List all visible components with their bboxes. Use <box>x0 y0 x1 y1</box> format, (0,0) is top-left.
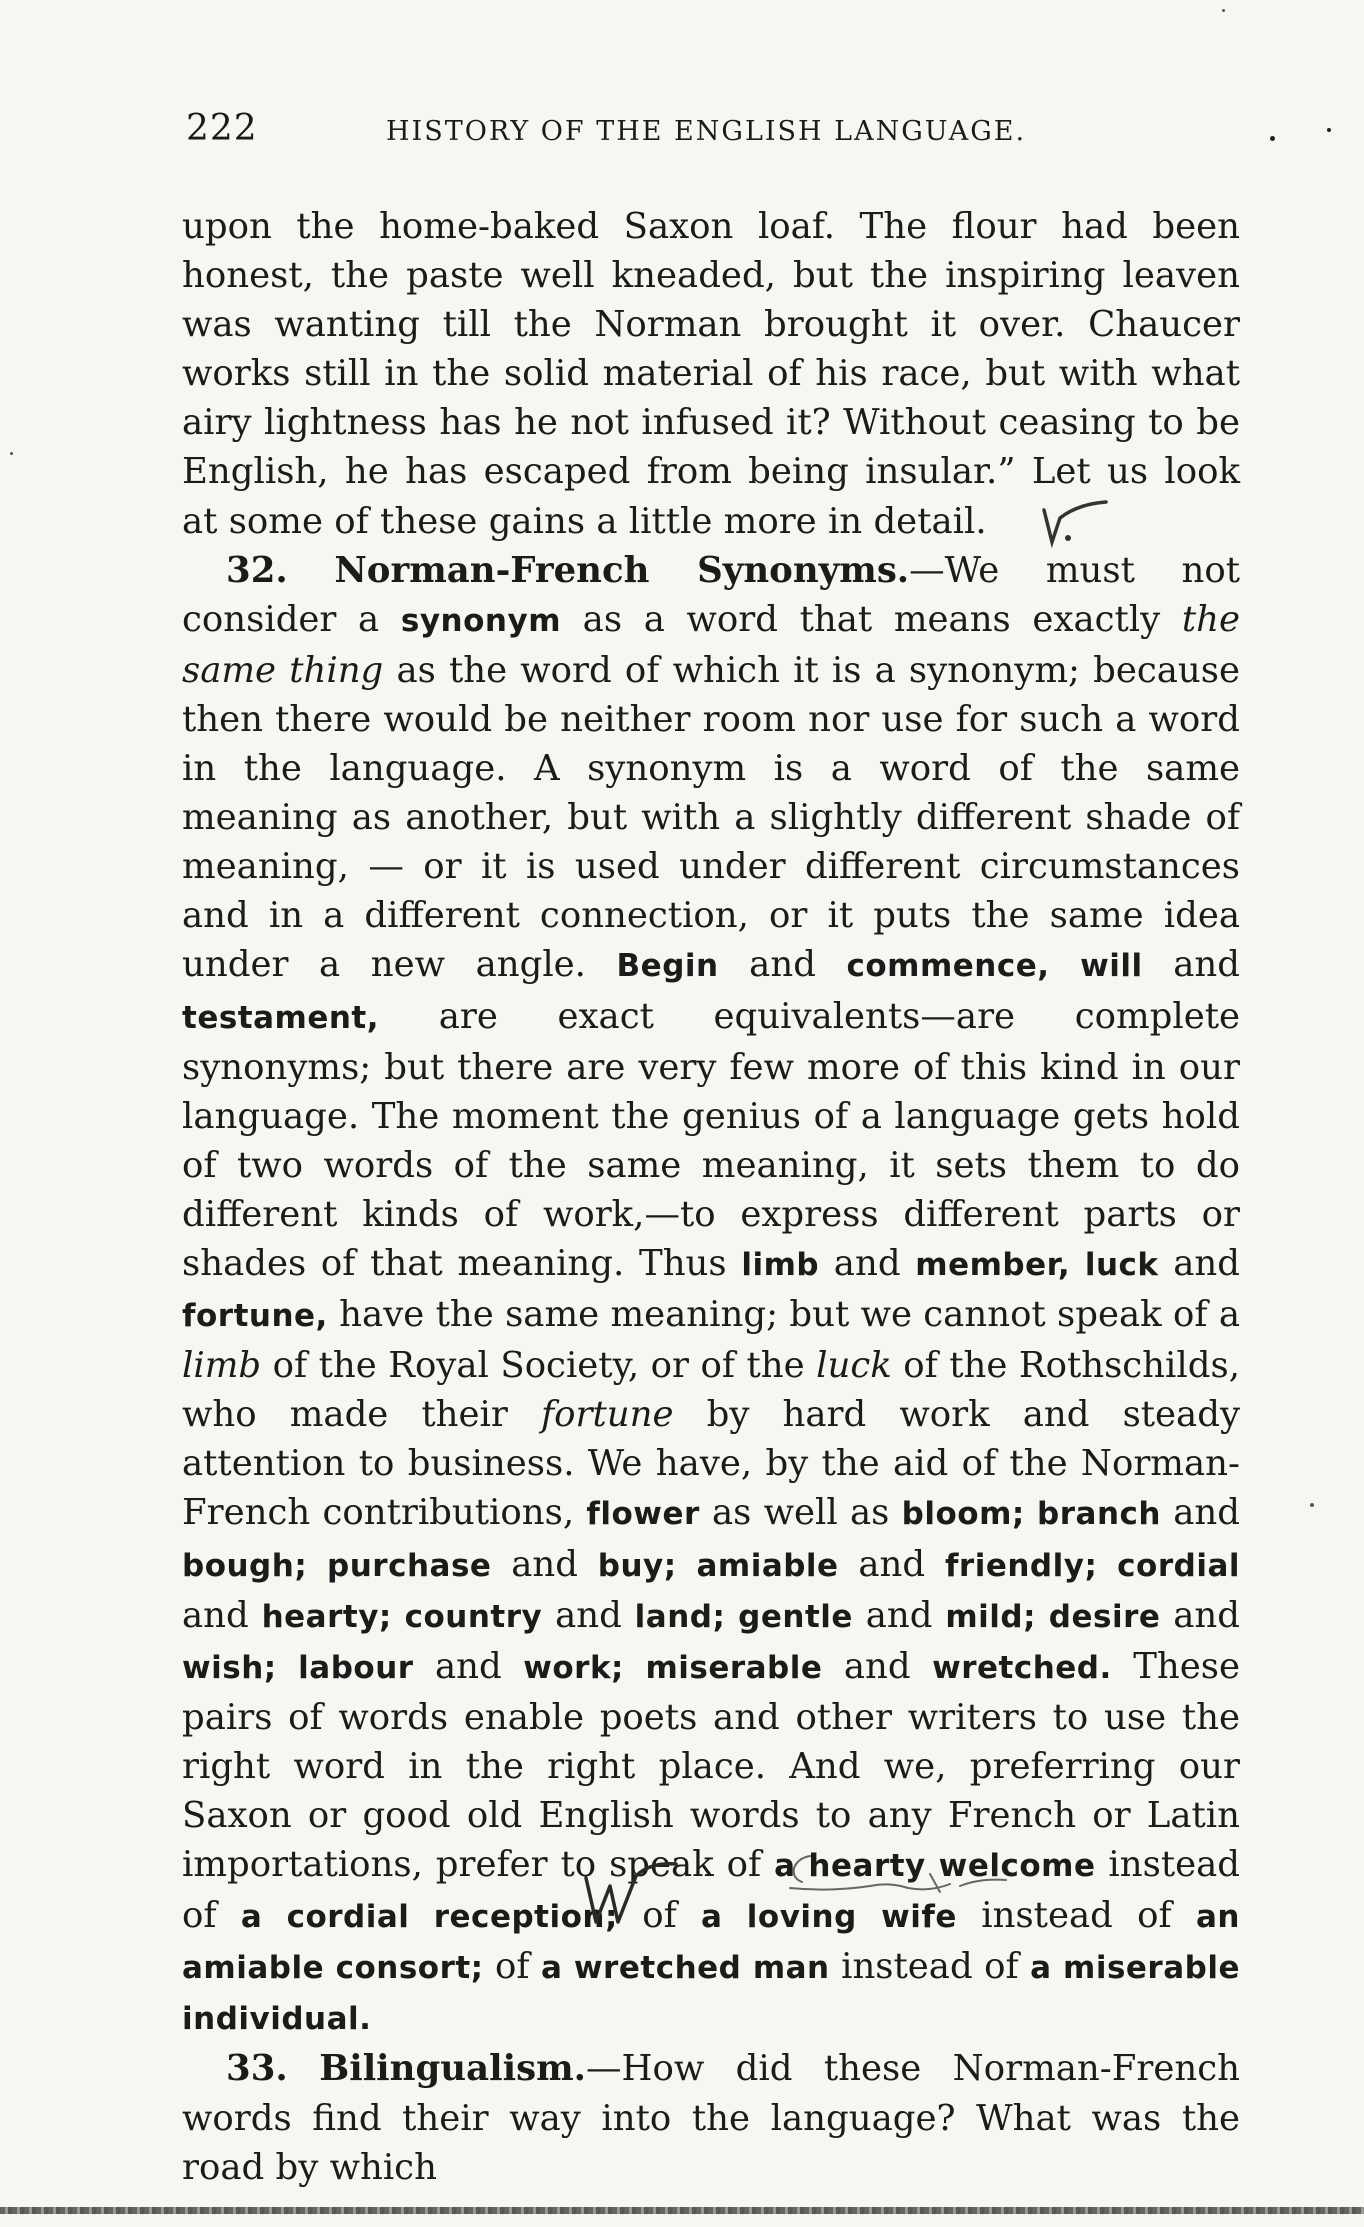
text-run: of <box>617 1895 702 1937</box>
keyword: a miserable individual. <box>182 1950 1240 2038</box>
keyword: a wretched man <box>541 1950 830 1987</box>
text-run: —We must not consider a <box>182 549 1240 640</box>
keyword: branch <box>1037 1496 1161 1533</box>
text-run: and <box>1160 1594 1240 1636</box>
keyword: fortune, <box>182 1298 328 1335</box>
keyword: commence, <box>846 948 1050 985</box>
keyword: bloom; <box>901 1496 1025 1533</box>
text-run: instead of <box>182 1844 1240 1937</box>
text-run: and <box>182 1594 262 1636</box>
text-run: These pairs of words enable poets and other writers to use the right word in the right place. And we, preferring our Saxon or good old English words to any French or Latin importations, prefer to speak of <box>182 1645 1241 1886</box>
keyword: flower <box>586 1496 700 1533</box>
ink-speck <box>1327 128 1331 132</box>
section-33-paragraph <box>182 2044 1240 2191</box>
section-32-paragraph <box>182 546 1240 2045</box>
text-run: and <box>819 1242 916 1284</box>
text-run: of the Rothschilds, who made their <box>182 1345 1240 1436</box>
text-run: and <box>1142 944 1240 986</box>
keyword: testament, <box>182 999 380 1036</box>
keyword: synonym <box>400 602 561 639</box>
text-run: and <box>852 1594 946 1636</box>
text-run: and <box>718 944 847 986</box>
section-number: 32. <box>226 549 288 591</box>
text-run <box>624 1646 645 1687</box>
text-run: as the word of which it is a synonym; because then there would be neither room nor use for such a word in the language. A synonym is a word of the same meaning as another, but with a slightly different shade of meaning, — or it is used under different circumstances and in a different connection, or it puts the same idea under a new angle. <box>182 649 1240 986</box>
ink-speck <box>10 452 13 455</box>
text-run: of <box>483 1946 542 1988</box>
text-run <box>1070 1243 1085 1284</box>
text-run: and <box>1158 1242 1240 1284</box>
bottom-scan-edge <box>0 2207 1364 2214</box>
text-run <box>1036 1595 1049 1636</box>
text-run <box>1050 944 1081 985</box>
keyword: Begin <box>616 948 719 985</box>
keyword: purchase <box>327 1547 492 1584</box>
emphasis: limb <box>182 1345 262 1387</box>
text-run <box>392 1595 405 1636</box>
keyword: will <box>1080 948 1143 985</box>
keyword: bough; <box>182 1547 308 1584</box>
keyword: hearty; <box>261 1598 392 1635</box>
keyword: miserable <box>645 1649 823 1686</box>
section-title: Bilingualism. <box>319 2048 586 2090</box>
keyword: gentle <box>738 1598 853 1635</box>
keyword: a hearty welcome <box>774 1848 1096 1885</box>
keyword: mild; <box>945 1598 1036 1635</box>
section-number: 33. <box>226 2048 288 2090</box>
text-run <box>677 1544 697 1585</box>
keyword: luck <box>1084 1246 1159 1283</box>
keyword: a cordial reception; <box>240 1899 618 1936</box>
text-run: have the same meaning; but we cannot speak of a <box>327 1294 1240 1336</box>
text-run: and <box>838 1543 945 1585</box>
emphasis: luck <box>816 1345 892 1387</box>
text-run: as a word that means exactly <box>561 598 1182 640</box>
text-run: and <box>1160 1492 1240 1534</box>
text-run <box>277 1646 298 1687</box>
paragraph-continuation <box>182 202 1240 546</box>
text-run: and <box>542 1594 635 1636</box>
text-run: are exact equivalents—are complete synonyms; but there are very few more of this kind in our language. The moment the genius of a language gets hold of two words of the same meaning, it sets them to do different kinds of work,—to express different parts or shades of that meaning. Thus <box>182 995 1240 1284</box>
body-text <box>182 202 1240 2192</box>
text-run: instead of <box>956 1895 1197 1937</box>
emphasis: fortune <box>541 1394 674 1436</box>
keyword: amiable <box>696 1547 839 1584</box>
text-run <box>1025 1492 1037 1533</box>
emphasis: the same thing <box>182 598 1240 691</box>
text-run: —How did these Norman-French words find their way into the language? What was the road by which <box>182 2048 1240 2188</box>
keyword: limb <box>741 1246 820 1283</box>
ink-speck <box>1270 136 1275 141</box>
text-run <box>725 1595 738 1636</box>
keyword: an amiable consort; <box>182 1899 1241 1987</box>
keyword: wretched. <box>932 1649 1112 1686</box>
keyword: cordial <box>1117 1547 1240 1584</box>
text-run: instead of <box>829 1946 1031 1988</box>
keyword: member, <box>915 1246 1071 1283</box>
keyword: buy; <box>597 1547 677 1584</box>
running-title: HISTORY OF THE ENGLISH LANGUAGE. <box>386 116 1027 147</box>
paragraph-text: upon the home-baked Saxon loaf. The flour had been honest, the paste well kneaded, but the inspiring leaven was wanting till the Norman brought it over. Chaucer works still in the solid material of his race, but with what airy lightness has he not infused it? Without ceasing to be English, he has escaped from being insular.” Let us look at some of these gains a little more in detail. <box>182 206 1240 542</box>
text-run: as well as <box>699 1492 902 1534</box>
text-run: and <box>822 1645 933 1687</box>
keyword: desire <box>1048 1598 1161 1635</box>
keyword: labour <box>298 1649 414 1686</box>
text-run: of the Royal Society, or of the <box>261 1345 817 1387</box>
keyword: country <box>404 1598 543 1635</box>
text-run: and <box>491 1543 598 1585</box>
ink-speck <box>1310 1503 1314 1507</box>
keyword: friendly; <box>944 1547 1098 1584</box>
keyword: work; <box>523 1649 624 1686</box>
text-run <box>1097 1544 1117 1585</box>
keyword: wish; <box>182 1649 277 1686</box>
page-number: 222 <box>186 108 258 149</box>
keyword: land; <box>634 1598 726 1635</box>
text-run: and <box>413 1645 524 1687</box>
text-run <box>307 1544 327 1585</box>
section-title: Norman-French Synonyms. <box>334 549 910 591</box>
page-header <box>186 108 1246 156</box>
keyword: a loving wife <box>701 1899 957 1936</box>
text-run: by hard work and steady attention to business. We have, by the aid of the Norman-French contributions, <box>182 1394 1241 1534</box>
ink-speck <box>1222 9 1225 12</box>
